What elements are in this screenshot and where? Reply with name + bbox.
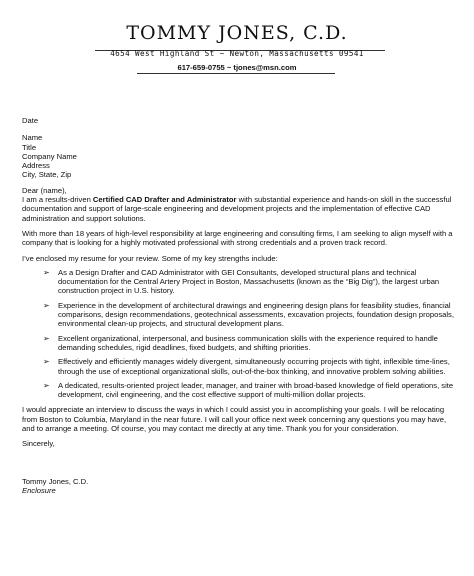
recipient-company: Company Name (22, 151, 77, 161)
list-item (22, 357, 456, 376)
arrow-bullet-icon: ➢ (43, 380, 50, 390)
intro-text-start: I am a results-driven (22, 195, 93, 205)
list-item (22, 334, 456, 353)
complimentary-close: Sincerely, (22, 439, 55, 449)
strength-text: Experience in the development of architectural drawings and engineering design plans for feasibility studies, financial comparisons, design recommendations, geotechnical assessments, excavation projects, foundation design proposals, environmental clean-up projects, and structural development plans. (58, 300, 454, 329)
recipient-name: Name (22, 133, 43, 143)
intro-text-end: with substantial experience and hands-on skill in the successful documentation and support of large-scale engineering and development projects and the implementation of effective CAD administration and support solutions. (22, 195, 452, 223)
letter-body (22, 116, 456, 495)
recipient-address: Address (22, 161, 50, 171)
enclosure-note: Enclosure (22, 485, 56, 495)
list-item (22, 381, 456, 400)
arrow-bullet-icon: ➢ (43, 333, 50, 343)
experience-paragraph: With more than 18 years of high-level responsibility at large engineering and consulting firms, I am seeking to align myself with a company that is looking for a highly motivated professional with strong credentials and a proven track record. (22, 228, 453, 248)
strength-text: Excellent organizational, interpersonal, and business communication skills with the experience required to handle demanding schedules, rigid deadlines, fixed budgets, and shifting priorities. (58, 333, 438, 352)
arrow-bullet-icon: ➢ (43, 300, 50, 310)
sender-contact: 617-659-0755 ~ tjones@msn.com (177, 63, 297, 72)
letterhead (0, 22, 474, 44)
strength-text: As a Design Drafter and CAD Administrator with GEI Consultants, developed structural plans and technical documentation for the Central Artery Project in Boston, Massachusetts (known as the “Big Dig”), the largest urban construction project in U.S. history. (58, 267, 440, 296)
arrow-bullet-icon: ➢ (43, 357, 50, 367)
list-item (22, 268, 456, 296)
signature-space (22, 449, 456, 477)
recipient-address-block (22, 133, 456, 179)
contact-divider (137, 73, 335, 74)
letter-date: Date (22, 116, 39, 125)
arrow-bullet-icon: ➢ (43, 267, 50, 277)
strengths-list (22, 268, 456, 400)
sender-address: 4654 West Highland St ~ Newton, Massachusetts 09541 (110, 49, 364, 58)
closing-paragraph: I would appreciate an interview to discuss the ways in which I could assist you in accomplishing your goals. I will be relocating from Boston to Columbia, Maryland in the near future. I will call your office next week concerning any questions you may have, and to arrange a meeting. Of course, you may contact me directly at any time. Thank you for your consideration. (22, 405, 447, 434)
signature-name: Tommy Jones, C.D. (22, 476, 89, 486)
salutation: Dear (name), (22, 185, 67, 195)
sender-name: TOMMY JONES, C.D. (126, 22, 348, 44)
intro-paragraph (22, 195, 456, 223)
intro-title-bold: Certified CAD Drafter and Administrator (92, 195, 237, 205)
list-item (22, 301, 456, 329)
recipient-city-state-zip: City, State, Zip (22, 170, 72, 180)
recipient-title: Title (22, 142, 37, 152)
strength-text: A dedicated, results-oriented project leader, manager, and trainer with broad-based knowledge of field operations, site development, civil engineering, and the cost effective support of multi-million dollar projects. (58, 380, 454, 400)
strength-text: Effectively and efficiently manages widely divergent, simultaneously occurring projects with tight, inflexible time-lines, through the use of exceptional organizational skills, out-of-the-box thinking, and innovative problem solving abilities. (58, 357, 450, 376)
strengths-intro: I’ve enclosed my resume for your review. Some of my key strengths include: (22, 253, 278, 263)
